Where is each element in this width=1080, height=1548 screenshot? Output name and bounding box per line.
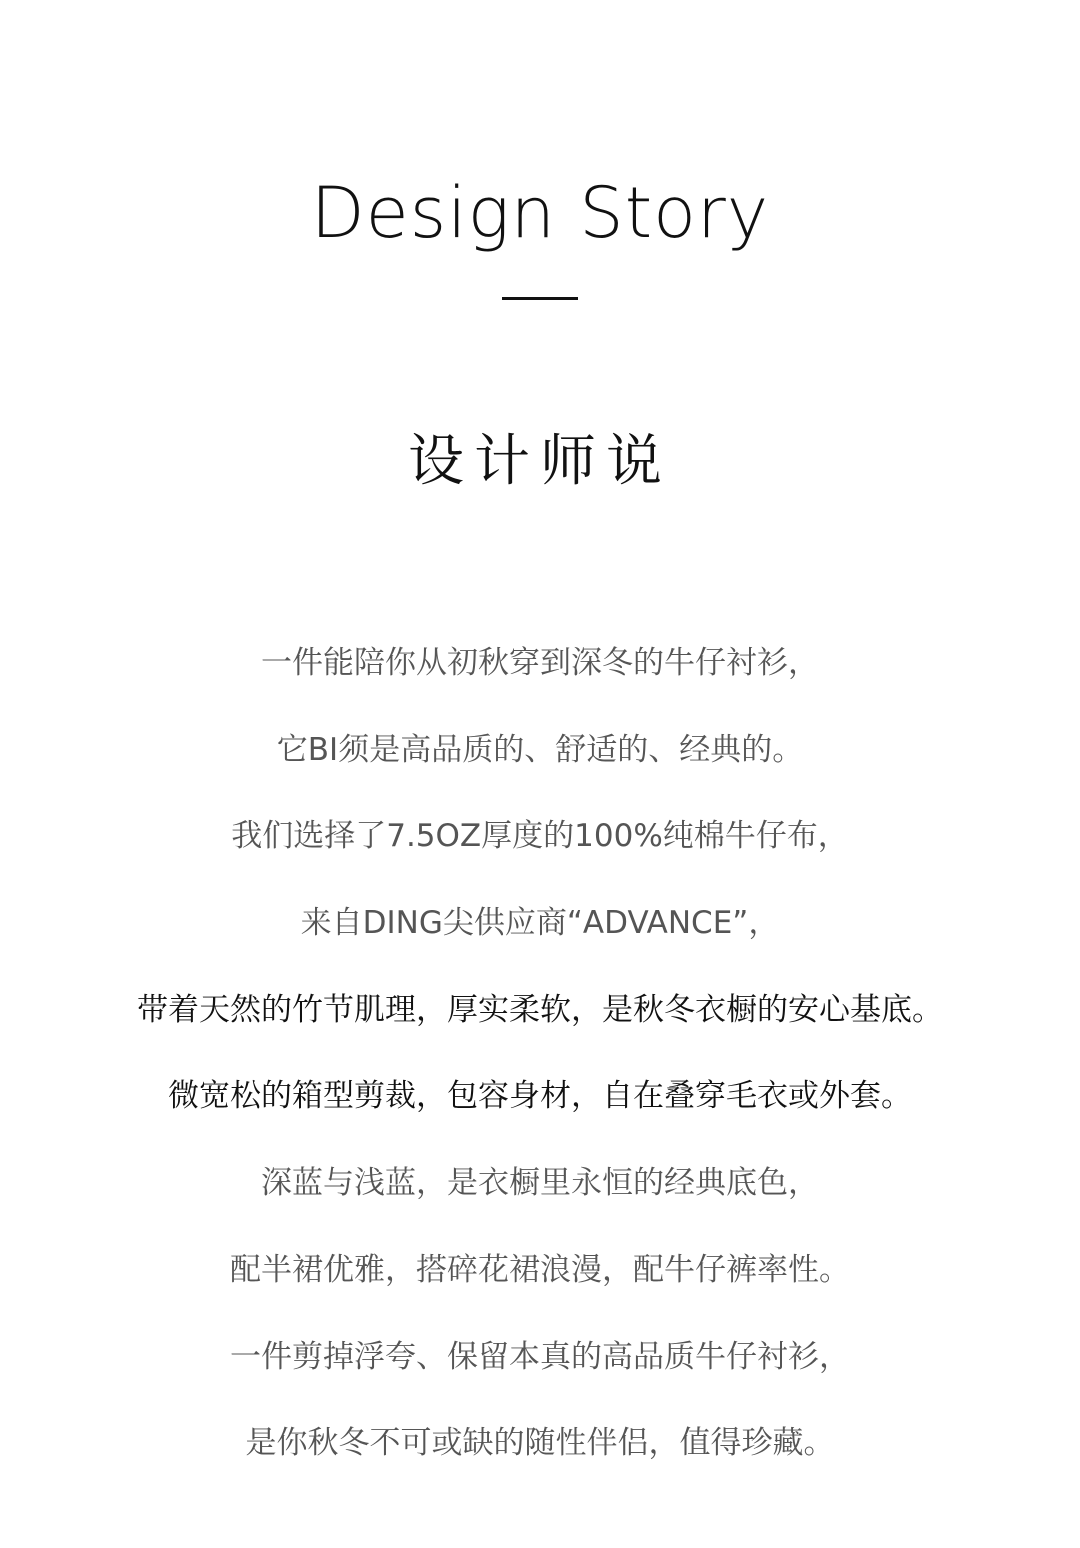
story-text: [0, 641, 1080, 1508]
page-title-en: Design Story: [310, 172, 770, 254]
story-line: 我们选择了7.5OZ厚度的100%纯棉牛仔布，: [231, 818, 849, 855]
story-line: 它BI须是高品质的、舒适的、经典的。: [276, 731, 804, 768]
story-line: 配半裙优雅，搭碎花裙浪漫，配牛仔裤率性。: [230, 1251, 850, 1288]
story-line-emphasis: 带着天然的竹节肌理，厚实柔软，是秋冬衣橱的安心基底。: [137, 991, 943, 1028]
story-line-emphasis: 微宽松的箱型剪裁，包容身材，自在叠穿毛衣或外套。: [168, 1078, 912, 1115]
story-line: 来自DING尖供应商“ADVANCE”，: [300, 905, 780, 942]
title-divider: [502, 297, 578, 300]
story-line: 深蓝与浅蓝，是衣橱里永恒的经典底色，: [261, 1165, 819, 1202]
story-line: 是你秋冬不可或缺的随性伴侣，值得珍藏。: [245, 1425, 835, 1462]
page-title-cn: 设计师说: [408, 429, 672, 494]
story-line: 一件剪掉浮夸、保留本真的高品质牛仔衬衫，: [230, 1338, 850, 1375]
story-line: 一件能陪你从初秋穿到深冬的牛仔衬衫，: [261, 645, 819, 681]
